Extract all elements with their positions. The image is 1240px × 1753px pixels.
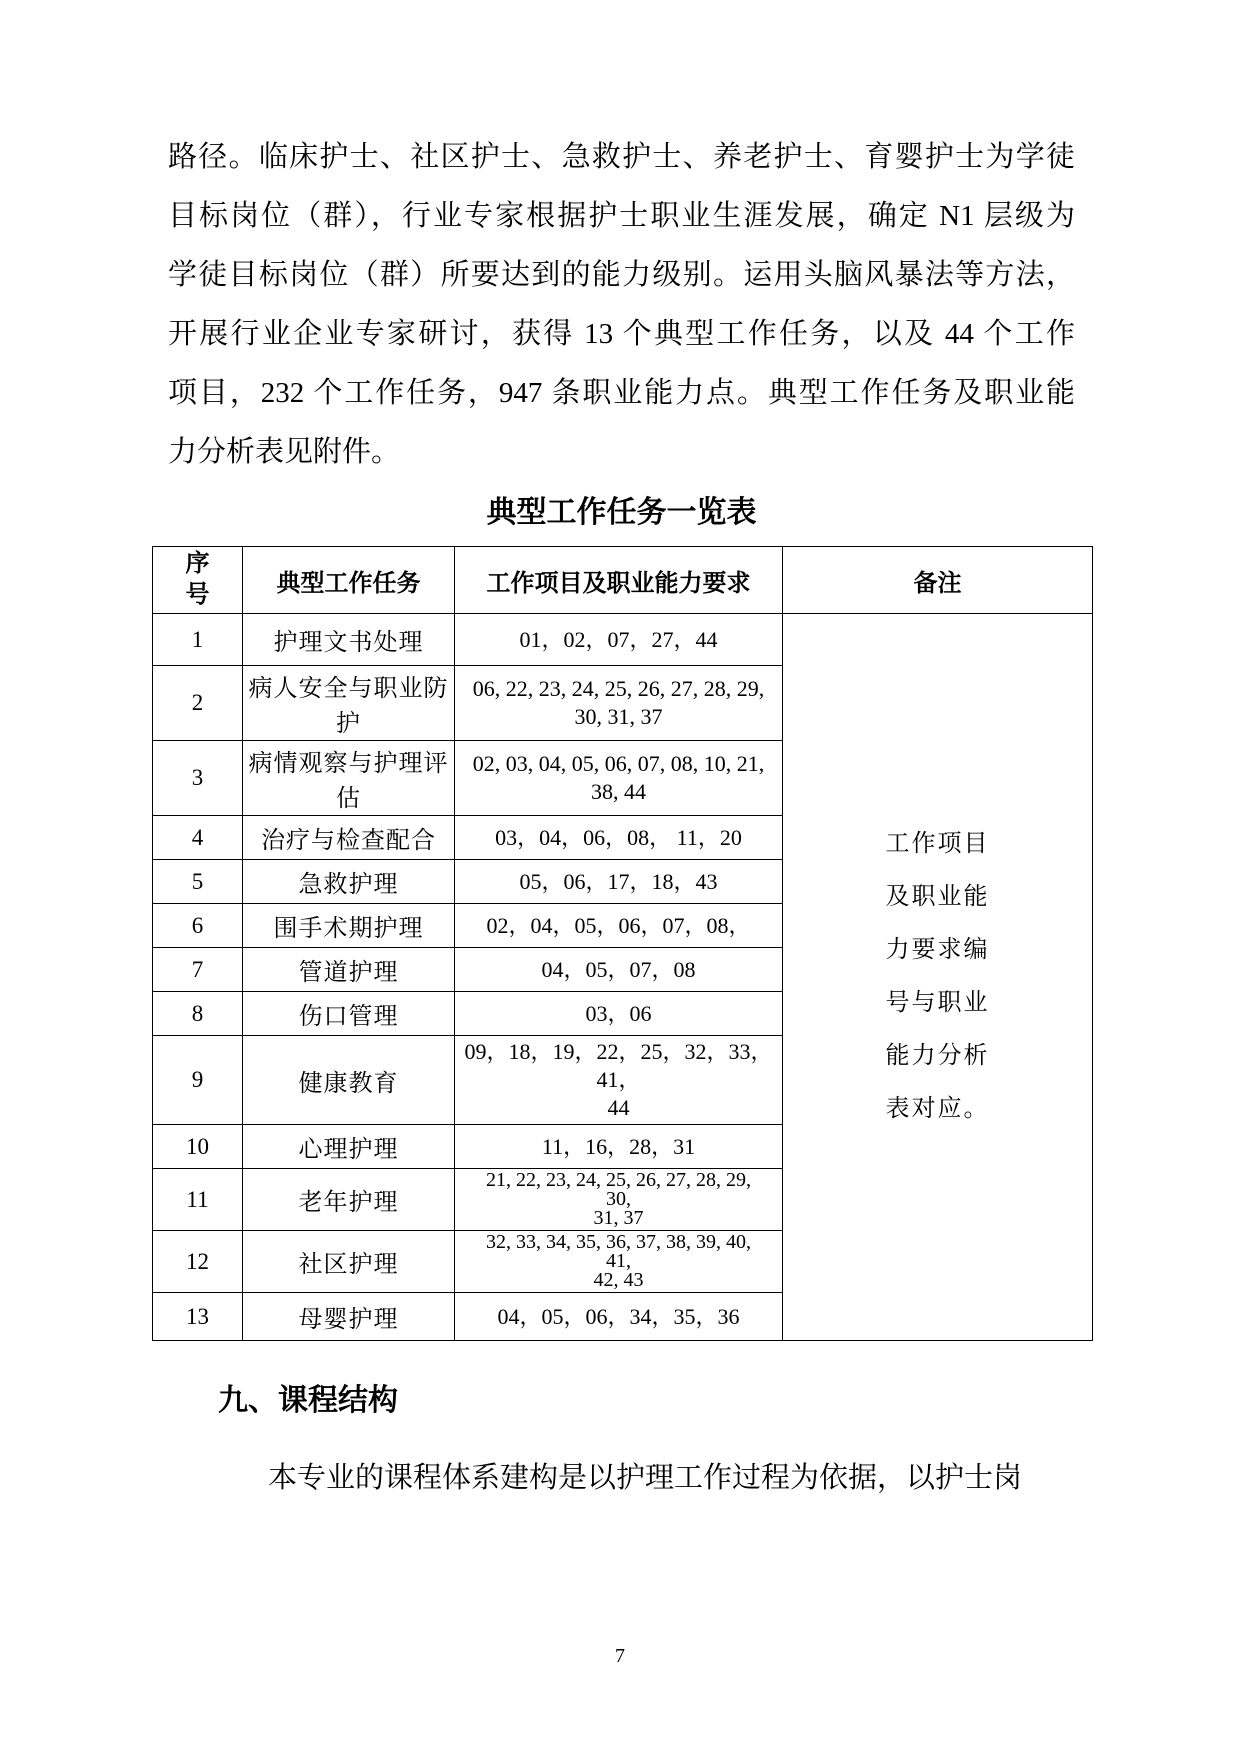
task-name: 伤口管理 [243,992,455,1036]
task-name: 围手术期护理 [243,904,455,948]
table-row [153,614,1093,666]
table-title: 典型工作任务一览表 [486,496,757,529]
intro-line: 力分析表见附件。 [168,436,401,468]
requirement-codes: 03，06 [455,992,783,1036]
task-name: 母婴护理 [243,1293,455,1341]
header-task: 典型工作任务 [243,547,455,614]
task-name: 社区护理 [243,1231,455,1293]
requirement-codes: 01，02，07，27，44 [455,614,783,666]
row-index: 5 [153,860,243,904]
requirement-codes: 04，05，06，34，35，36 [455,1293,783,1341]
header-remark: 备注 [783,547,1093,614]
requirement-codes: 02, 03, 04, 05, 06, 07, 08, 10, 21, 38, 44 [455,741,783,816]
requirement-codes: 03，04，06，08， 11，20 [455,816,783,860]
intro-line: 项目，232 个工作任务，947 条职业能力点。典型工作任务及职业能 [168,377,1075,409]
row-index: 6 [153,904,243,948]
task-name: 病情观察与护理评估 [243,741,455,816]
requirement-codes: 11，16，28，31 [455,1125,783,1169]
typical-tasks-table [152,546,1093,1341]
document-page [168,128,1075,1508]
table-header-row [153,547,1093,614]
row-index: 12 [153,1231,243,1293]
task-name: 急救护理 [243,860,455,904]
intro-line: 路径。临床护士、社区护士、急救护士、养老护士、育婴护士为学徒 [168,141,1075,173]
body-paragraph: 本专业的课程体系建构是以护理工作过程为依据，以护士岗 [268,1462,1023,1494]
page-number: 7 [615,1645,625,1667]
row-index: 2 [153,666,243,741]
row-index: 11 [153,1169,243,1231]
task-name: 病人安全与职业防护 [243,666,455,741]
requirement-codes: 21, 22, 23, 24, 25, 26, 27, 28, 29, 30, 31, 37 [455,1169,783,1231]
row-index: 4 [153,816,243,860]
task-name: 老年护理 [243,1169,455,1231]
intro-line: 学徒目标岗位（群）所要达到的能力级别。运用头脑风暴法等方法， [168,259,1075,291]
intro-line: 目标岗位（群），行业专家根据护士职业生涯发展，确定 N1 层级为 [168,200,1075,232]
intro-line: 开展行业企业专家研讨，获得 13 个典型工作任务，以及 44 个工作 [168,318,1075,350]
row-index: 9 [153,1036,243,1125]
remark-cell: 工作项目 及职业能 力要求编 号与职业 能力分析 表对应。 [783,614,1093,1341]
section-heading: 九、课程结构 [218,1384,398,1417]
intro-paragraph [168,128,1075,482]
task-name: 治疗与检查配合 [243,816,455,860]
header-index: 序号 [153,547,243,614]
requirement-codes: 05，06，17，18，43 [455,860,783,904]
row-index: 1 [153,614,243,666]
row-index: 3 [153,741,243,816]
requirement-codes: 32, 33, 34, 35, 36, 37, 38, 39, 40, 41, 42, 43 [455,1231,783,1293]
header-requirements: 工作项目及职业能力要求 [455,547,783,614]
row-index: 7 [153,948,243,992]
requirement-codes: 02，04，05，06，07，08， [455,904,783,948]
task-name: 健康教育 [243,1036,455,1125]
task-name: 心理护理 [243,1125,455,1169]
row-index: 8 [153,992,243,1036]
row-index: 13 [153,1293,243,1341]
requirement-codes: 09，18，19，22，25，32，33，41， 44 [455,1036,783,1125]
task-name: 护理文书处理 [243,614,455,666]
task-name: 管道护理 [243,948,455,992]
requirement-codes: 04，05，07，08 [455,948,783,992]
row-index: 10 [153,1125,243,1169]
requirement-codes: 06, 22, 23, 24, 25, 26, 27, 28, 29, 30, 31, 37 [455,666,783,741]
